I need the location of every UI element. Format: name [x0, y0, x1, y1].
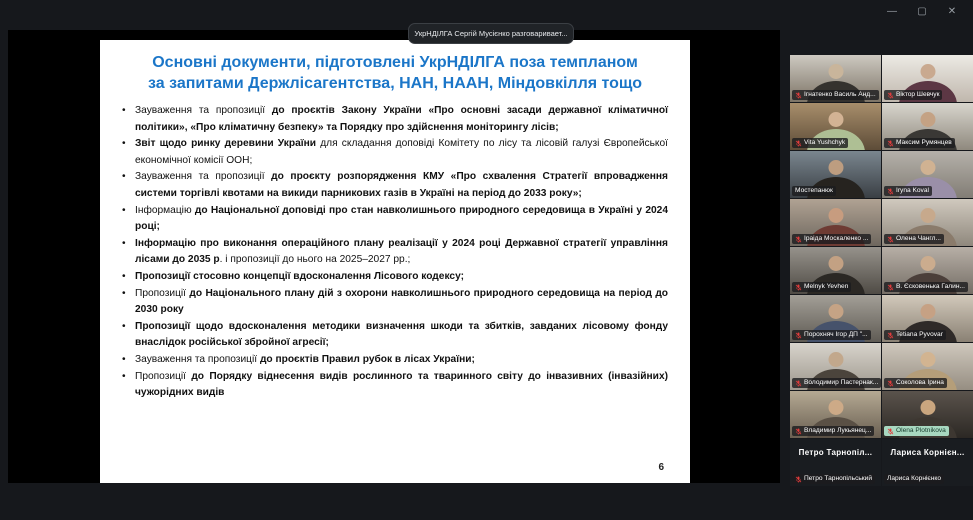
slide-title-line1: Основні документи, підготовлені УкрНДІЛГА поза темпланом: [152, 54, 638, 71]
participant-name-label: Іраіда Москаленко ...: [804, 235, 869, 242]
participant-name-label: В. Єсковенька Галин...: [896, 283, 965, 290]
participant-nametag: [792, 234, 871, 244]
bullet-item: • Інформацію до Національної доповіді про стан навколишнього природного середовища в Україні у 2024 році;: [120, 203, 668, 236]
participant-tile[interactable]: [790, 439, 881, 486]
participant-tile[interactable]: [790, 295, 881, 342]
participant-nametag: [792, 90, 879, 100]
participant-name-label: Ігнатенко Василь Анд...: [804, 91, 876, 98]
participant-name-label: Владимир Лукьянец...: [804, 427, 872, 434]
muted-mic-icon: [887, 428, 894, 435]
participant-center-name: Петро Тарнопіл...: [798, 448, 873, 457]
bullet-item: • Пропозиції щодо вдосконалення методики визначення шкоди та збитків, завданих лісовому фонду внаслідок російської збройної агресії;: [120, 319, 668, 352]
participant-tile[interactable]: [882, 439, 973, 486]
speaking-toast: УкрНДІЛГА Сергій Мусієнко разговаривает...: [408, 23, 574, 44]
participant-nametag: [792, 378, 881, 388]
participant-center-name: Лариса Корнієн...: [890, 448, 965, 457]
participant-nametag: [792, 138, 848, 148]
close-button[interactable]: ✕: [947, 6, 957, 17]
participant-nametag: [884, 138, 955, 148]
participant-tile[interactable]: [790, 343, 881, 390]
muted-mic-icon: [887, 380, 894, 387]
participant-name-label: Олена Чангл...: [896, 235, 942, 242]
muted-mic-icon: [887, 236, 894, 243]
participant-tile[interactable]: [790, 199, 881, 246]
participant-tile[interactable]: [790, 247, 881, 294]
participant-name-label: Olena Plotnikova: [896, 427, 946, 434]
muted-mic-icon: [795, 284, 802, 291]
participant-name-label: Порохняч Ігор ДП "...: [804, 331, 868, 338]
participant-tile[interactable]: [882, 343, 973, 390]
muted-mic-icon: [795, 428, 802, 435]
participant-nametag: [792, 474, 875, 484]
participant-nametag: [884, 282, 968, 292]
participant-name-label: Iryna Koval: [896, 187, 929, 194]
participant-silhouette-head: [828, 352, 843, 367]
muted-mic-icon: [795, 92, 802, 99]
slide: [100, 40, 690, 483]
slide-title: [100, 52, 690, 94]
maximize-button[interactable]: ▢: [917, 6, 927, 17]
participant-nametag: [884, 90, 942, 100]
bullet-item: • Зауваження та пропозиції до проєктів Правил рубок в лісах України;: [120, 352, 668, 369]
muted-mic-icon: [887, 188, 894, 195]
participant-tile[interactable]: [790, 103, 881, 150]
participant-nametag: [884, 186, 932, 196]
participant-silhouette-head: [828, 208, 843, 223]
participant-silhouette-head: [920, 352, 935, 367]
participant-name-label: Vita Yushchyk: [804, 139, 846, 146]
participant-nametag: [792, 282, 851, 292]
participant-name-label: Володимир Пастернак...: [804, 379, 879, 386]
participant-tile[interactable]: [790, 151, 881, 198]
participant-tile[interactable]: [882, 151, 973, 198]
participant-tile[interactable]: [882, 199, 973, 246]
participant-tile[interactable]: [790, 55, 881, 102]
participant-nametag: [884, 378, 947, 388]
participant-silhouette-head: [920, 208, 935, 223]
bullet-item: • Звіт щодо ринку деревини України для складання доповіді Комітету по лісу та лісовій галузі Європейської економічної комісії ООН;: [120, 136, 668, 169]
window-titlebar: [0, 0, 973, 24]
participant-nametag: [884, 330, 946, 340]
participant-name-label: Tetiana Pyvovar: [896, 331, 943, 338]
muted-mic-icon: [795, 140, 802, 147]
muted-mic-icon: [887, 284, 894, 291]
bullet-item: • Інформацію про виконання операційного плану реалізації у 2024 році Державної стратегії управління лісами до 2035 р. і пропозиції до нього на 2025–2027 рр.;: [120, 236, 668, 269]
bullet-item: • Зауваження та пропозиції до проєктів Закону України «Про основні засади державної кліматичної політики», «Про кліматичну безпеку» та Порядку про здійснення моніторингу лісів;: [120, 103, 668, 136]
bullet-list: [120, 103, 668, 402]
participant-name-label: Мостепанюк: [795, 187, 833, 194]
muted-mic-icon: [795, 236, 802, 243]
participant-nametag: [792, 426, 874, 436]
screen-share-region: [8, 30, 780, 483]
muted-mic-icon: [795, 332, 802, 339]
participant-silhouette-head: [828, 304, 843, 319]
bullet-item: • Пропозиції до Національного плану дій з охорони навколишнього природного середовища на період до 2030 року: [120, 286, 668, 319]
participant-tile[interactable]: [790, 391, 881, 438]
participant-silhouette-head: [828, 400, 843, 415]
bullet-item: • Пропозиції до Порядку віднесення видів рослинного та тваринного світу до інвазивних (інвазійних) чужорідних видів: [120, 369, 668, 402]
minimize-button[interactable]: —: [887, 6, 897, 17]
slide-title-line2: за запитами Держлісагентства, НАН, НААН, Міндовкілля тощо: [148, 75, 642, 92]
participant-silhouette-head: [920, 400, 935, 415]
participant-name-label: Лариса Корнієнко: [887, 475, 942, 482]
participant-name-label: Максим Румянцев: [896, 139, 952, 146]
participant-silhouette-head: [920, 256, 935, 271]
participant-silhouette-head: [920, 112, 935, 127]
muted-mic-icon: [887, 332, 894, 339]
participant-name-label: Melnyk Yevhen: [804, 283, 849, 290]
participants-grid: [790, 55, 973, 486]
muted-mic-icon: [795, 476, 802, 483]
participant-nametag: [792, 186, 836, 196]
participant-tile[interactable]: [882, 295, 973, 342]
participant-silhouette-head: [828, 160, 843, 175]
participant-silhouette-head: [920, 64, 935, 79]
participant-silhouette-head: [828, 256, 843, 271]
participant-tile[interactable]: [882, 247, 973, 294]
muted-mic-icon: [795, 380, 802, 387]
bullet-item: • Пропозиції стосовно концепції вдосконалення Лісового кодексу;: [120, 269, 668, 286]
participant-silhouette-head: [828, 112, 843, 127]
participant-name-label: Соколова Ірина: [896, 379, 944, 386]
slide-page-number: 6: [658, 462, 664, 473]
participant-nametag: [884, 234, 944, 244]
participant-nametag: [884, 426, 949, 436]
muted-mic-icon: [887, 140, 894, 147]
participant-tile[interactable]: [882, 391, 973, 438]
participant-silhouette-head: [920, 304, 935, 319]
muted-mic-icon: [887, 92, 894, 99]
participant-silhouette-head: [920, 160, 935, 175]
participant-name-label: Петро Тарнопільський: [804, 475, 873, 482]
participant-tile[interactable]: [882, 103, 973, 150]
participant-tile[interactable]: [882, 55, 973, 102]
participant-silhouette-head: [828, 64, 843, 79]
bullet-item: • Зауваження та пропозиції до проєкту розпорядження КМУ «Про схвалення Стратегії впровадження системи торгівлі квотами на викиди парникових газів в Україні на період до 2033 року»;: [120, 169, 668, 202]
participant-nametag: [792, 330, 871, 340]
participant-name-label: Віктор Шевчук: [896, 91, 940, 98]
participant-nametag: [884, 474, 944, 484]
